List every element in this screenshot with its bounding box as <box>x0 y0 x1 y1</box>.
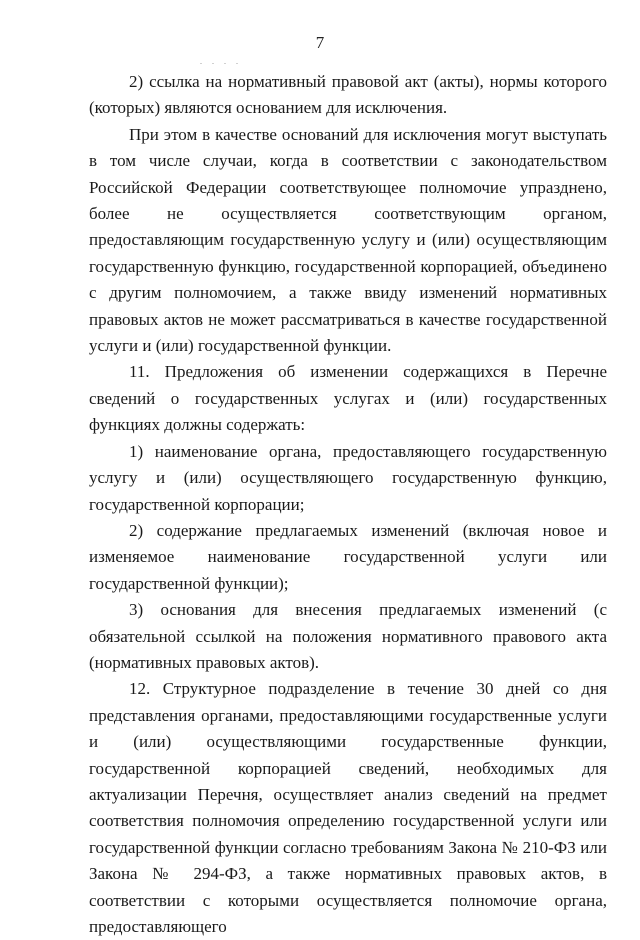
document-body <box>89 69 607 940</box>
page-number: 7 <box>315 33 325 52</box>
paragraph-exclusion-grounds: При этом в качестве оснований для исключения могут выступать в том числе случаи, когда в соответствии с законодательством Российской Федерации соответствующее полномочие упразднено, более не осуществляется соответствующим органом, предоставляющим государственную услугу и (или) осуществляющим государственную функцию, государственной корпорацией, объединено с другим полномочием, а также ввиду изменений нормативных правовых актов не может рассматриваться в качестве государственной услуги и (или) государственной функции. <box>89 124 607 356</box>
paragraph-item-2-changes: 2) содержание предлагаемых изменений (включая новое и изменяемое наименование государственной услуги или государственной функции); <box>89 520 607 593</box>
paragraph-section-11: 11. Предложения об изменении содержащихся в Перечне сведений о государственных услугах и (или) государственных функциях должны содержать: <box>89 362 607 435</box>
paragraph-item-3: 3) основания для внесения предлагаемых изменений (с обязательной ссылкой на положения нормативного правового акта (нормативных правовых актов). <box>89 600 607 672</box>
paragraph-item-2: 2) ссылка на нормативный правовой акт (акты), нормы которого (которых) являются основанием для исключения. <box>89 72 607 118</box>
paragraph-item-1: 1) наименование органа, предоставляющего государственную услугу и (или) осуществляющего государственную функцию, государственной корпорации; <box>89 441 607 514</box>
scan-artifact-dots: . . . . <box>200 57 242 66</box>
paragraph-section-12: 12. Структурное подразделение в течение 30 дней со дня представления органами, предоставляющими государственные услуги и (или) осуществляющими государственные функции, государственной корпорацией сведений, необходимых для актуализации Перечня, осуществляет анализ сведений на предмет соответствия полномочия определению государственной услуги или государственной функции согласно требованиям Закона № 210-ФЗ или Закона № 294-ФЗ, а также нормативных правовых актов, в соответствии с которыми осуществляется полномочие органа, предоставляющего <box>89 679 607 936</box>
